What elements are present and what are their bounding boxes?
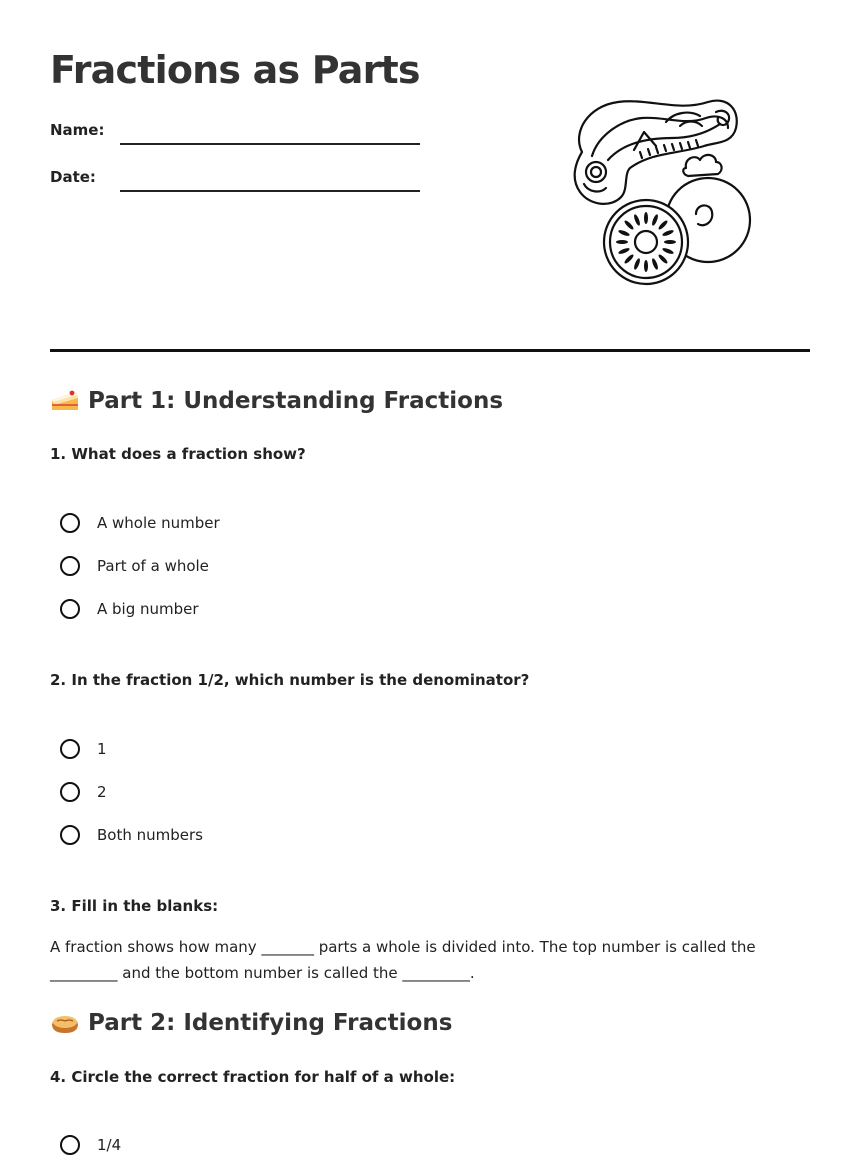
q1-option-1[interactable] [60,511,220,535]
kiwi-fruit-illustration-icon [568,92,758,292]
radio-button[interactable] [60,599,80,619]
fill-in-paragraph: A fraction shows how many _______ parts a whole is divided into. The top number is called the _________ and the bottom number is called the _________. [50,938,756,982]
option-label: A whole number [97,514,220,532]
radio-button[interactable] [60,782,80,802]
name-label: Name: [50,121,105,139]
option-label: A big number [97,600,199,618]
q2-option-1[interactable] [60,737,107,761]
option-label: 1 [97,740,107,758]
part2-heading-text: Part 2: Identifying Fractions [88,1010,453,1036]
date-field[interactable] [120,190,420,192]
option-label: Part of a whole [97,557,209,575]
option-label: 2 [97,783,107,801]
question-3: 3. Fill in the blanks: [50,897,219,915]
part1-heading-text: Part 1: Understanding Fractions [88,388,504,414]
radio-button[interactable] [60,739,80,759]
q2-option-3[interactable] [60,823,203,847]
radio-button[interactable] [60,825,80,845]
q1-option-2[interactable] [60,554,209,578]
page-title: Fractions as Parts [50,48,420,92]
part1-heading [50,388,503,414]
header-divider [50,349,810,352]
q4-option-1[interactable] [60,1133,121,1157]
option-label: 1/4 [97,1136,122,1154]
radio-button[interactable] [60,513,80,533]
part2-heading [50,1010,452,1036]
pie-icon [50,1010,80,1036]
date-label: Date: [50,168,96,186]
question-1: 1. What does a fraction show? [50,445,306,463]
q1-option-3[interactable] [60,597,199,621]
question-2: 2. In the fraction 1/2, which number is the denominator? [50,671,530,689]
radio-button[interactable] [60,556,80,576]
q2-option-2[interactable] [60,780,107,804]
radio-button[interactable] [60,1135,80,1155]
option-label: Both numbers [97,826,203,844]
question-4: 4. Circle the correct fraction for half of a whole: [50,1068,456,1086]
name-field[interactable] [120,143,420,145]
cake-slice-icon [50,388,80,414]
